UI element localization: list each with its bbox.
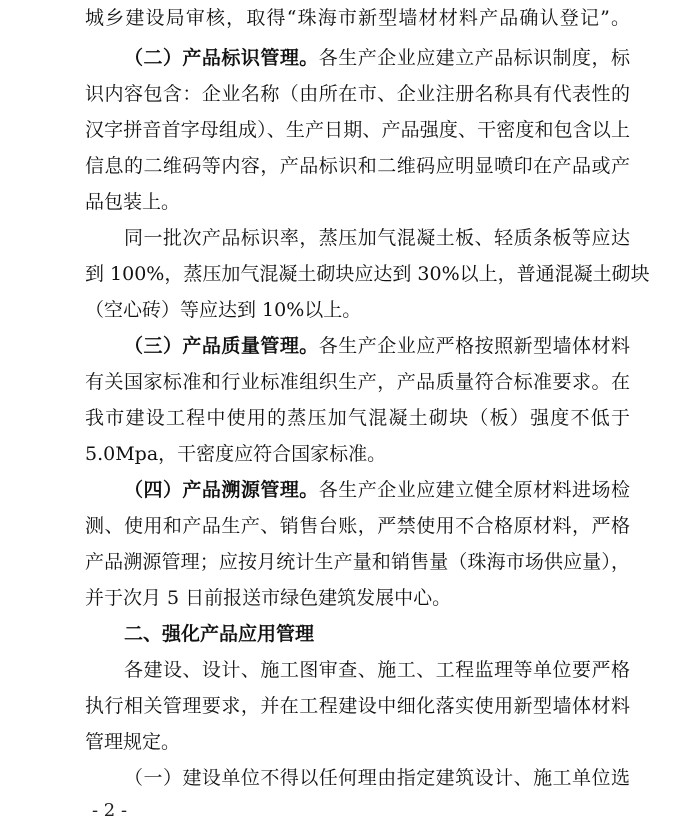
subsection-heading: （四）产品溯源管理。 — [124, 479, 319, 501]
paragraph-line: （空心砖）等应达到 10%以上。 — [85, 299, 362, 321]
paragraph-line: 汉字拼音首字母组成）、生产日期、产品强度、干密度和包含以上 — [85, 119, 630, 141]
paragraph-line: 我市建设工程中使用的蒸压加气混凝土砌块（板）强度不低于 — [85, 407, 630, 429]
paragraph-line: （一）建设单位不得以任何理由指定建筑设计、施工单位选 — [124, 767, 630, 789]
paragraph-text: 各生产企业应建立健全原材料进场检 — [318, 479, 630, 501]
subsection-heading: （三）产品质量管理。 — [124, 335, 319, 357]
paragraph-line — [124, 46, 630, 70]
paragraph-line: 并于次月 5 日前报送市绿色建筑发展中心。 — [85, 587, 452, 609]
paragraph-line: 有关国家标准和行业标准组织生产，产品质量符合标准要求。在 — [85, 371, 630, 393]
paragraph-text: 各生产企业应建立产品标识制度，标 — [318, 47, 630, 69]
paragraph-line: 到 100%，蒸压加气混凝土砌块应达到 30%以上，普通混凝土砌块 — [85, 263, 650, 285]
paragraph-line: 执行相关管理要求，并在工程建设中细化落实使用新型墙体材料 — [85, 695, 630, 717]
paragraph-line: 各建设、设计、施工图审查、施工、工程监理等单位要严格 — [124, 659, 630, 681]
paragraph-line — [124, 478, 630, 502]
paragraph-line: 信息的二维码等内容，产品标识和二维码应明显喷印在产品或产 — [85, 155, 630, 177]
paragraph-line: 识内容包含：企业名称（由所在市、企业注册名称具有代表性的 — [85, 83, 630, 105]
paragraph-text: 各生产企业应严格按照新型墙体材料 — [318, 335, 630, 357]
page-number: - 2 - — [92, 800, 128, 821]
paragraph-line: 测、使用和产品生产、销售台账，严禁使用不合格原材料，严格 — [85, 515, 630, 537]
section-heading: 二、强化产品应用管理 — [124, 623, 315, 645]
paragraph-line: 管理规定。 — [85, 731, 181, 753]
subsection-heading: （二）产品标识管理。 — [124, 47, 319, 69]
paragraph-line: 产品溯源管理；应按月统计生产量和销售量（珠海市场供应量）， — [85, 551, 630, 573]
paragraph-line: 5.0Mpa，干密度应符合国家标准。 — [85, 443, 387, 465]
paragraph-line: 城乡建设局审核，取得“珠海市新型墙材材料产品确认登记”。 — [85, 7, 630, 29]
paragraph-line: 品包装上。 — [85, 191, 181, 213]
paragraph-line — [124, 334, 630, 358]
paragraph-line: 同一批次产品标识率，蒸压加气混凝土板、轻质条板等应达 — [124, 227, 630, 249]
